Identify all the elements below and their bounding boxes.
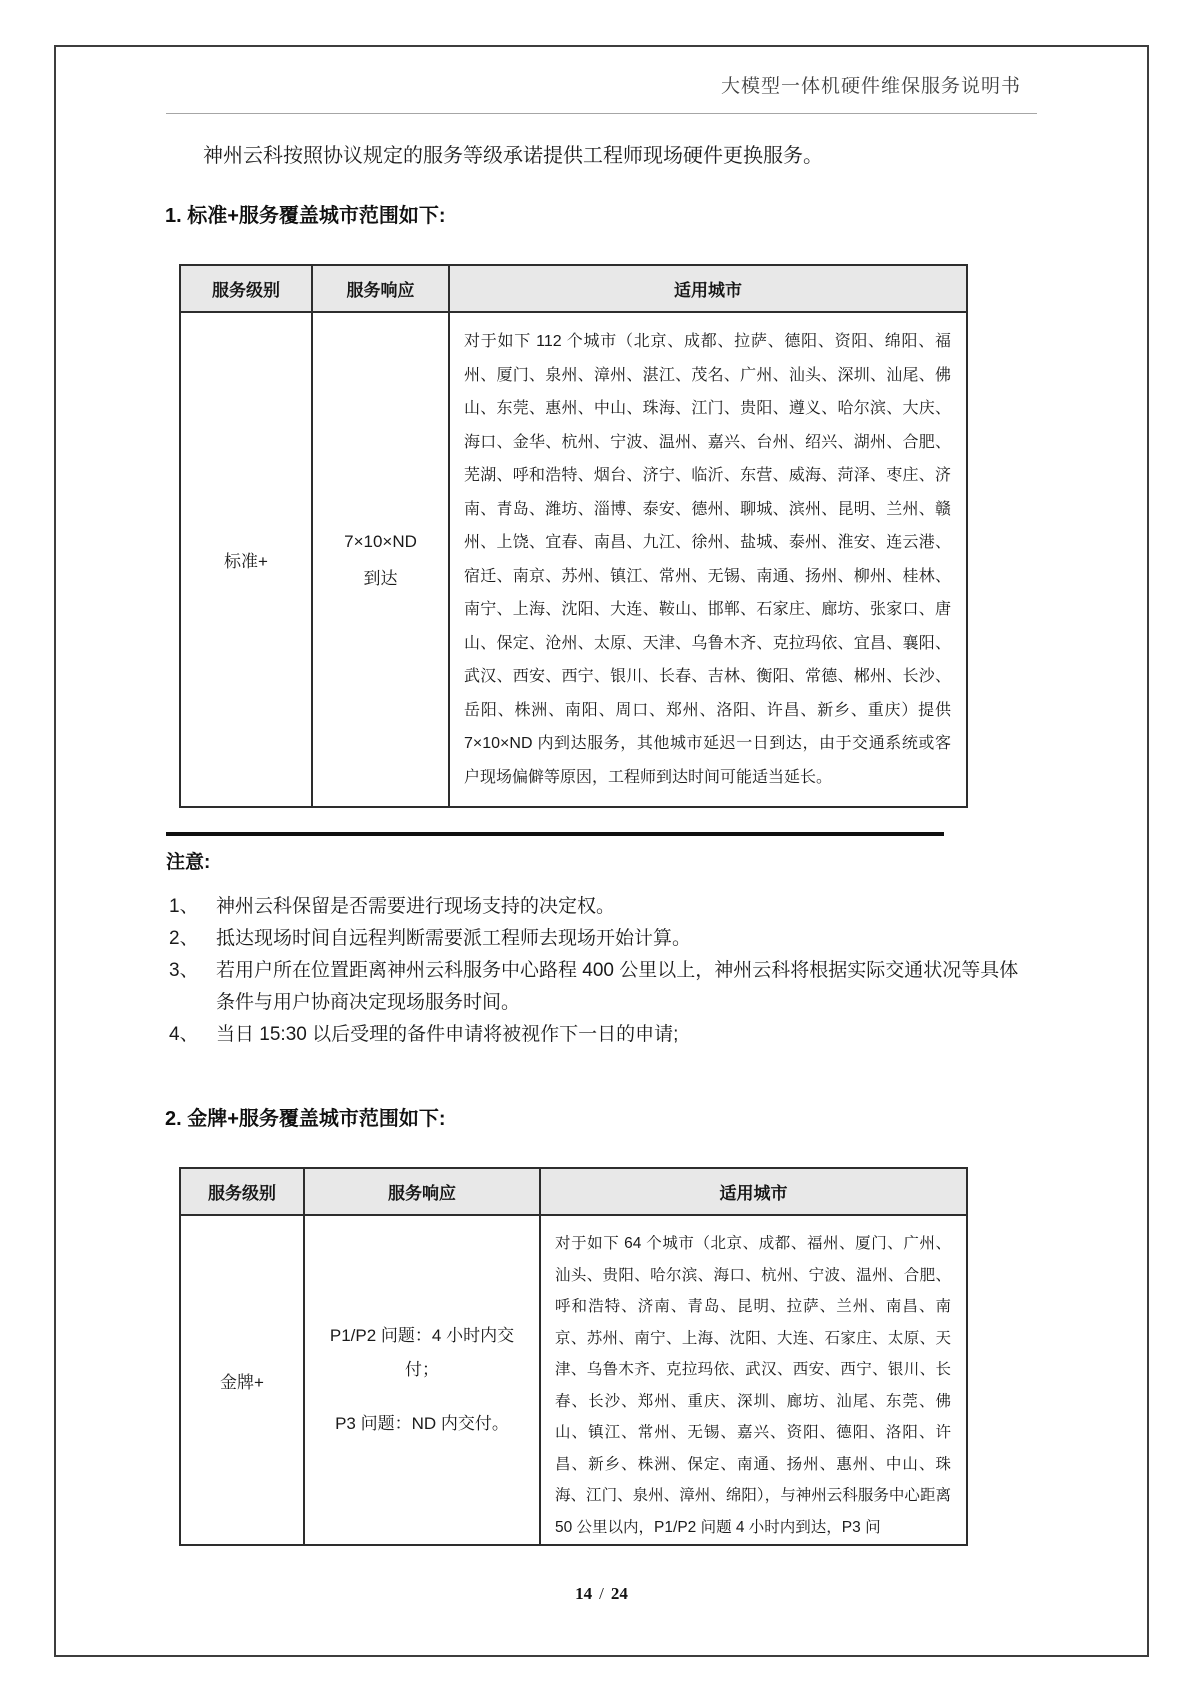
note-number: 1、	[169, 896, 199, 917]
cities-text: 对于如下 112 个城市（北京、成都、拉萨、德阳、资阳、绵阳、福州、厦门、泉州、漳州、湛江、茂名、广州、汕头、深圳、汕尾、佛山、东莞、惠州、中山、珠海、江门、贵阳、遵义、哈尔滨、大庆、海口、金华、杭州、宁波、温州、嘉兴、台州、绍兴、湖州、合肥、芜湖、呼和浩特、烟台、济宁、临沂、东营、威海、菏泽、枣庄、济南、青岛、潍坊、淄博、泰安、德州、聊城、滨州、昆明、兰州、赣州、上饶、宜春、南昌、九江、徐州、盐城、泰州、淮安、连云港、宿迁、南京、苏州、镇江、常州、无锡、南通、扬州、柳州、桂林、南宁、上海、沈阳、大连、鞍山、邯郸、石家庄、廊坊、张家口、唐山、保定、沧州、太原、天津、乌鲁木齐、克拉玛依、宜昌、襄阳、武汉、西安、西宁、银川、长春、吉林、衡阳、常德、郴州、长沙、岳阳、株洲、南阳、周口、郑州、洛阳、许昌、新乡、重庆）提供 7×10×ND 内到达服务，其他城市延迟一日到达，由于交通系统或客户现场偏僻等原因，工程师到达时间可能适当延长。	[464, 333, 951, 786]
intro-paragraph: 神州云科按照协议规定的服务等级承诺提供工程师现场硬件更换服务。	[203, 145, 823, 167]
cell-applicable-cities	[449, 312, 967, 807]
cities-text: 对于如下 64 个城市（北京、成都、福州、厦门、广州、汕头、贵阳、哈尔滨、海口、杭州、宁波、温州、合肥、呼和浩特、济南、青岛、昆明、拉萨、兰州、南昌、南京、苏州、南宁、上海、沈阳、大连、石家庄、太原、天津、乌鲁木齐、克拉玛依、武汉、西安、西宁、银川、长春、长沙、郑州、重庆、深圳、廊坊、汕尾、东莞、佛山、镇江、常州、无锡、嘉兴、资阳、德阳、洛阳、许昌、新乡、株洲、保定、南通、扬州、惠州、中山、珠海、江门、泉州、漳州、绵阳），与神州云科服务中心距离 50 公里以内，P1/P2 问题 4 小时内到达，P3 问	[555, 1235, 951, 1536]
response-line-1: 7×10×ND	[344, 531, 417, 551]
gold-service-table	[179, 1167, 968, 1546]
note-number: 2、	[169, 928, 199, 949]
response-line-2: 到达	[363, 568, 398, 588]
cell-service-level: 金牌+	[180, 1215, 304, 1545]
section2-heading: 2. 金牌+服务覆盖城市范围如下:	[165, 1108, 446, 1130]
note-number: 4、	[169, 1024, 199, 1045]
response-line-1: P1/P2 问题：4 小时内交付；	[329, 1326, 515, 1379]
cell-applicable-cities	[540, 1215, 967, 1545]
note-item	[166, 923, 1037, 955]
cell-service-response	[304, 1215, 540, 1545]
notes-list	[166, 891, 1037, 1051]
col-header-service-level: 服务级别	[180, 265, 312, 312]
notes-label: 注意:	[166, 852, 211, 873]
table-row	[180, 1215, 967, 1545]
note-text: 抵达现场时间自远程判断需要派工程师去现场开始计算。	[216, 928, 692, 949]
table-header-row	[180, 1168, 967, 1215]
note-text: 当日 15:30 以后受理的备件申请将被视作下一日的申请;	[216, 1024, 679, 1045]
col-header-service-level: 服务级别	[180, 1168, 304, 1215]
cell-service-level: 标准+	[180, 312, 312, 807]
col-header-service-response: 服务响应	[304, 1168, 540, 1215]
section1-heading: 1. 标准+服务覆盖城市范围如下:	[165, 205, 446, 227]
note-item	[166, 1019, 1037, 1051]
col-header-service-response: 服务响应	[312, 265, 449, 312]
table-header-row	[180, 265, 967, 312]
note-item	[166, 955, 1037, 1019]
page-number	[56, 1584, 1147, 1604]
note-item	[166, 891, 1037, 923]
page-number-total: 24	[610, 1584, 628, 1603]
col-header-applicable-cities: 适用城市	[540, 1168, 967, 1215]
cell-service-response	[312, 312, 449, 807]
note-number: 3、	[169, 960, 199, 981]
table-row	[180, 312, 967, 807]
header-rule	[166, 113, 1037, 114]
page-number-separator: /	[599, 1584, 604, 1603]
standard-service-table	[179, 264, 968, 808]
col-header-applicable-cities: 适用城市	[449, 265, 967, 312]
page-number-current: 14	[575, 1584, 593, 1603]
note-text: 若用户所在位置距离神州云科服务中心路程 400 公里以上，神州云科将根据实际交通状况等具体条件与用户协商决定现场服务时间。	[216, 960, 1019, 1013]
response-line-2: P3 问题：ND 内交付。	[335, 1414, 509, 1433]
note-text: 神州云科保留是否需要进行现场支持的决定权。	[216, 896, 616, 917]
running-header	[166, 75, 1021, 99]
section-divider-rule	[166, 832, 944, 836]
running-header-title: 大模型一体机硬件维保服务说明书	[720, 76, 1021, 97]
document-page	[54, 45, 1149, 1657]
